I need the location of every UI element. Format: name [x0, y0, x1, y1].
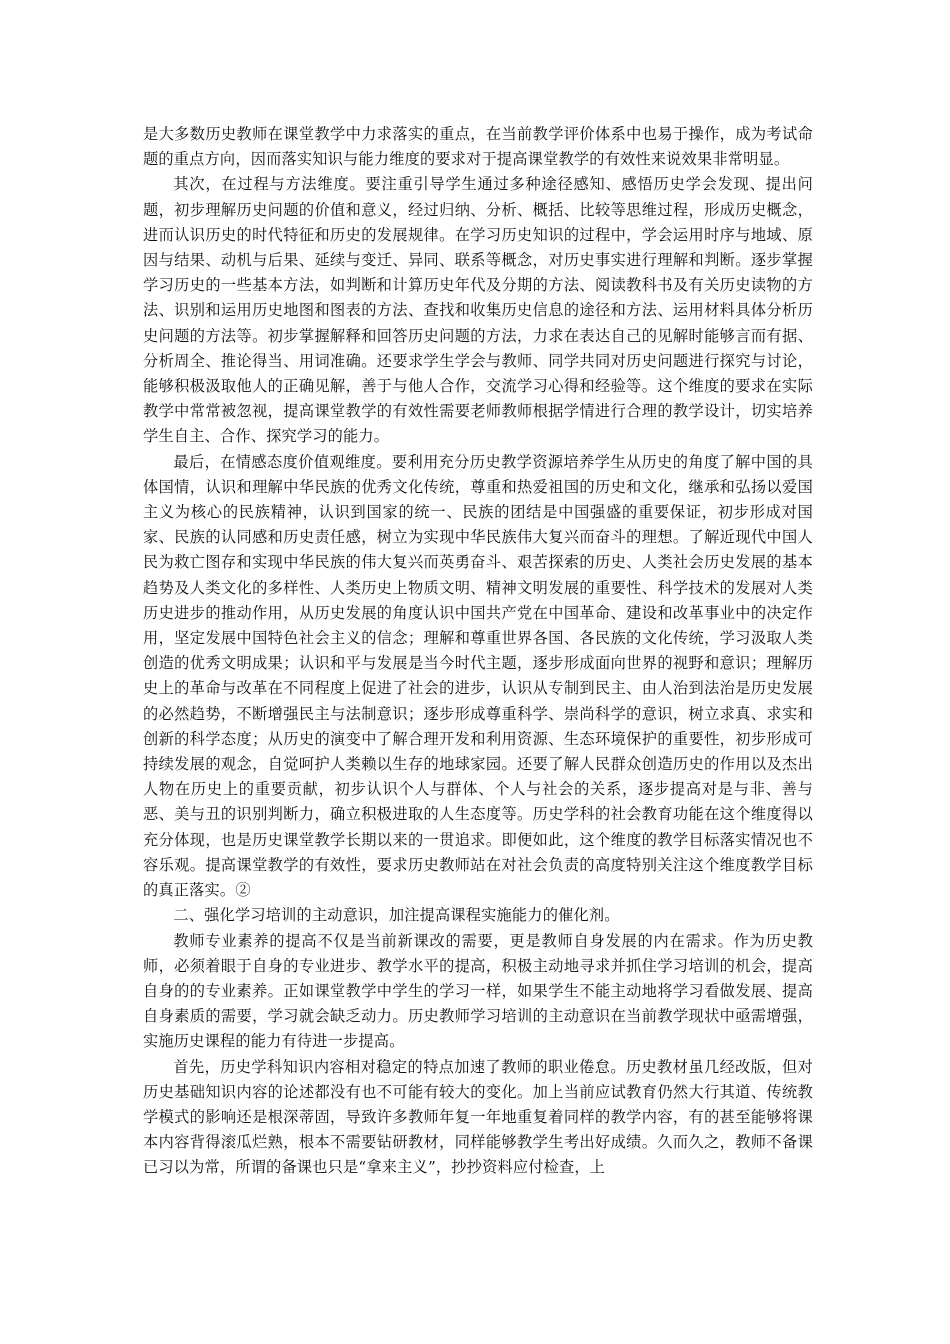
paragraph-process-method: 其次，在过程与方法维度。要注重引导学生通过多种途径感知、感悟历史学会发现、提出问题，初步理解历史问题的价值和意义，经过归纳、分析、概括、比较等思维过程，形成历史概念，进而认识历史的时代特征和历史的发展规律。在学习历史知识的过程中，学会运用时序与地域、原因与结果、动机与后果、延续与变迁、异同、联系等概念，对历史事实进行理解和判断。逐步掌握学习历史的一些基本方法，如判断和计算历史年代及分期的方法、阅读教科书及有关历史读物的方法、识别和运用历史地图和图表的方法、查找和收集历史信息的途径和方法、运用材料具体分析历史问题的方法等。初步掌握解释和回答历史问题的方法，力求在表达自己的见解时能够言而有据、分析周全、推论得当、用词准确。还要求学生学会与教师、同学共同对历史问题进行探究与讨论，能够积极汲取他人的正确见解，善于与他人合作，交流学习心得和经验等。这个维度的要求在实际教学中常常被忽视，提高课堂教学的有效性需要老师教师根据学情进行合理的教学设计，切实培养学生自主、合作、探究学习的能力。 [143, 175, 813, 446]
paragraph-teacher-quality: 教师专业素养的提高不仅是当前新课改的需要，更是教师自身发展的内在需求。作为历史教师，必须着眼于自身的专业进步、教学水平的提高，积极主动地寻求并抓住学习培训的机会，提高自身的的专业素养。正如课堂教学中学生的学习一样，如果学生不能主动地将学习看做发展、提高自身素质的需要，学习就会缺乏动力。历史教师学习培训的主动意识在当前教学现状中亟需增强，实施历史课程的能力有待进一步提高。 [143, 931, 813, 1051]
section-heading-two: 二、强化学习培训的主动意识，加注提高课程实施能力的催化剂。 [173, 906, 620, 925]
document-page [143, 122, 813, 1181]
paragraph-first-reason: 首先，历史学科知识内容相对稳定的特点加速了教师的职业倦怠。历史教材虽几经改版，但对历史基础知识内容的论述都没有也不可能有较大的变化。加上当前应试教育仍然大行其道、传统教学模式的影响还是根深蒂固，导致许多教师年复一年地重复着同样的教学内容，有的甚至能够将课本内容背得滚瓜烂熟，根本不需要钻研教材，同样能够教学生考出好成绩。久而久之，教师不备课已习以为常，所谓的备课也只是“拿来主义”，抄抄资料应付检查，上 [143, 1057, 813, 1177]
paragraph-emotion-values: 最后，在情感态度价值观维度。要利用充分历史教学资源培养学生从历史的角度了解中国的具体国情，认识和理解中华民族的优秀文化传统，尊重和热爱祖国的历史和文化，继承和弘扬以爱国主义为核心的民族精神，认识到国家的统一、民族的团结是中国强盛的重要保证，初步形成对国家、民族的认同感和历史责任感，树立为实现中华民族伟大复兴而奋斗的理想。了解近现代中国人民为救亡图存和实现中华民族的伟大复兴而英勇奋斗、艰苦探索的历史、人类社会历史发展的基本趋势及人类文化的多样性、人类历史上物质文明、精神文明发展的重要性、科学技术的发展对人类历史进步的推动作用，从历史发展的角度认识中国共产党在中国革命、建设和改革事业中的决定作用，坚定发展中国特色社会主义的信念；理解和尊重世界各国、各民族的文化传统，学习汲取人类创造的优秀文明成果；认识和平与发展是当今时代主题，逐步形成面向世界的视野和意识；理解历史上的革命与改革在不同程度上促进了社会的进步，认识从专制到民主、由人治到法治是历史发展的必然趋势，不断增强民主与法制意识；逐步形成尊重科学、崇尚科学的意识，树立求真、求实和创新的科学态度；从历史的演变中了解合理开发和利用资源、生态环境保护的重要性，初步形成可持续发展的观念，自觉呵护人类赖以生存的地球家园。还要了解人民群众创造历史的作用以及杰出人物在历史上的重要贡献，初步认识个人与群体、个人与社会的关系，逐步提高对是与非、善与恶、美与丑的识别判断力，确立积极进取的人生态度等。历史学科的社会教育功能在这个维度得以充分体现，也是历史课堂教学长期以来的一贯追求。即便如此，这个维度的教学目标落实情况也不容乐观。提高课堂教学的有效性，要求历史教师站在对社会负责的高度特别关注这个维度教学目标的真正落实。② [143, 452, 813, 900]
paragraph-continuation: 是大多数历史教师在课堂教学中力求落实的重点，在当前教学评价体系中也易于操作，成为考试命题的重点方向，因而落实知识与能力维度的要求对于提高课堂教学的有效性来说效果非常明显。 [143, 125, 813, 169]
